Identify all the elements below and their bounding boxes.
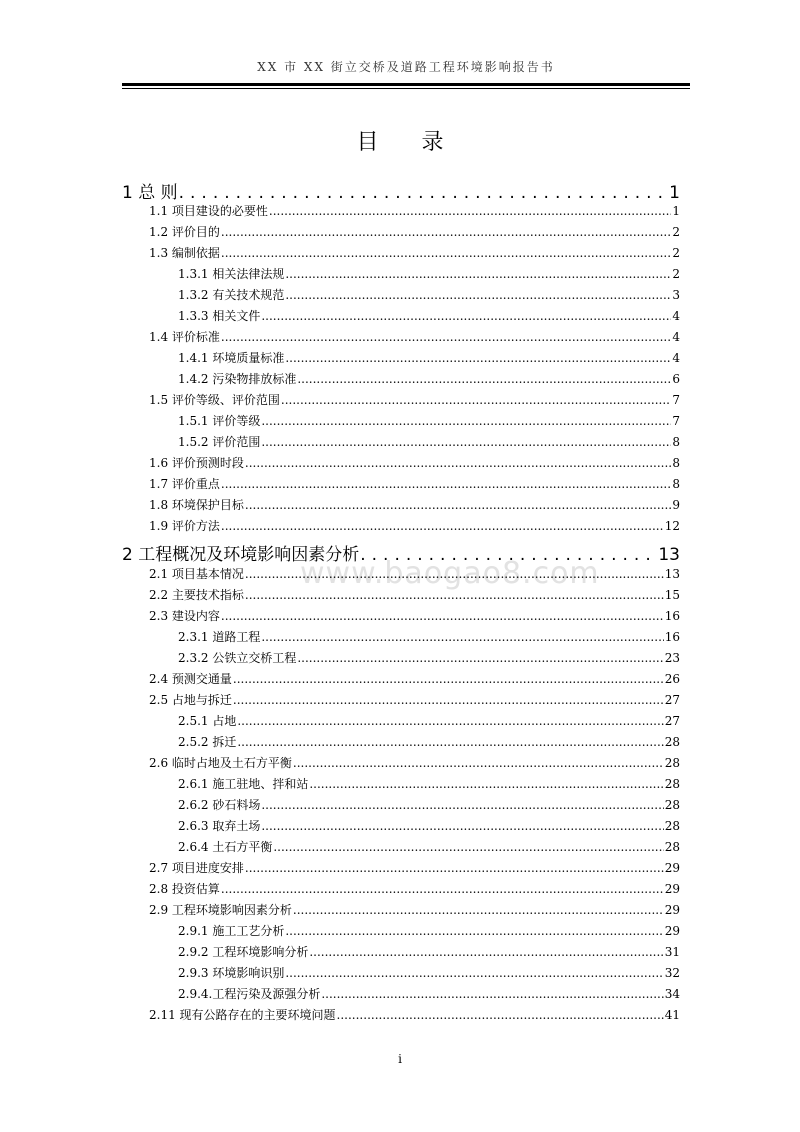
toc-entry-page: 4 (672, 330, 680, 344)
toc-leader-dots (245, 567, 664, 581)
toc-entry[interactable] (149, 244, 680, 261)
toc-leader-dots (337, 1008, 664, 1022)
toc-entry-label: 1.4.2 污染物排放标准 (178, 372, 297, 386)
toc-entry-page: 26 (664, 672, 680, 686)
toc-entry-page: 28 (664, 798, 680, 812)
toc-entry-page: 29 (664, 924, 680, 938)
toc-entry-label: 2.5 占地与拆迁 (149, 693, 232, 707)
toc-entry-page: 8 (672, 456, 680, 470)
toc-leader-dots (261, 414, 671, 428)
toc-entry-label: 2.6 临时占地及土石方平衡 (149, 756, 292, 770)
toc-leader-dots (309, 945, 663, 959)
toc-leader-dots (261, 435, 671, 449)
toc-entry-page: 41 (664, 1008, 680, 1022)
toc-entry[interactable] (149, 670, 680, 687)
toc-leader-dots (245, 588, 664, 602)
toc-entry[interactable] (149, 223, 680, 240)
toc-entry-label: 1.2 评价目的 (149, 225, 220, 239)
toc-entry-page: 7 (672, 393, 680, 407)
toc-leader-dots (221, 609, 664, 623)
toc-entry[interactable] (178, 838, 680, 855)
toc-title: 目 录 (356, 130, 462, 155)
toc-entry-label: 2.9.3 环境影响识别 (178, 966, 285, 980)
toc-entry-page: 28 (664, 777, 680, 791)
toc-entry-page: 9 (672, 498, 680, 512)
toc-entry[interactable] (149, 328, 680, 345)
toc-entry-label: 2.6.2 砂石料场 (178, 798, 261, 812)
toc-entry-page: 16 (664, 609, 680, 623)
toc-entry-label: 1.4 评价标准 (149, 330, 220, 344)
toc-entry-label: 2.3.1 道路工程 (178, 630, 261, 644)
toc-entry-page: 2 (672, 246, 680, 260)
toc-leader-dots (297, 372, 671, 386)
toc-entry-label: 2.2 主要技术指标 (149, 588, 244, 602)
toc-leader-dots (285, 351, 671, 365)
toc-entry[interactable] (178, 349, 680, 366)
toc-entry-page: 13 (664, 567, 680, 581)
toc-entry[interactable] (178, 922, 680, 939)
toc-entry[interactable] (149, 202, 680, 219)
watermark: www.baogao8.com (300, 556, 600, 591)
toc-entry[interactable] (178, 628, 680, 645)
toc-entry[interactable] (178, 817, 680, 834)
toc-entry[interactable] (178, 943, 680, 960)
toc-leader-dots (245, 861, 664, 875)
toc-entry-page: 4 (672, 351, 680, 365)
toc-entry-label: 2.4 预测交通量 (149, 672, 232, 686)
toc-entry-label: 1.9 评价方法 (149, 519, 220, 533)
toc-entry-page: 31 (664, 945, 680, 959)
toc-entry-page: 29 (664, 882, 680, 896)
toc-entry-page: 1 (669, 183, 680, 203)
toc-leader-dots (233, 693, 664, 707)
toc-entry-label: 2.11 现有公路存在的主要环境问题 (149, 1008, 336, 1022)
toc-entry-page: 28 (664, 819, 680, 833)
toc-entry[interactable] (149, 754, 680, 771)
toc-entry-label: 2.6.3 取弃土场 (178, 819, 261, 833)
toc-leader-dots (221, 882, 664, 896)
toc-entry[interactable] (149, 517, 680, 534)
toc-entry[interactable] (178, 286, 680, 303)
toc-entry[interactable] (149, 454, 680, 471)
toc-leader-dots (360, 545, 657, 565)
toc-entry-label: 2.9 工程环境影响因素分析 (149, 903, 292, 917)
toc-entry-page: 12 (664, 519, 680, 533)
toc-entry-page: 27 (664, 714, 680, 728)
toc-entry-label: 2.9.2 工程环境影响分析 (178, 945, 309, 959)
toc-entry-label: 1.5 评价等级、评价范围 (149, 393, 280, 407)
toc-leader-dots (245, 456, 671, 470)
toc-leader-dots (221, 225, 671, 239)
toc-entry[interactable] (178, 796, 680, 813)
toc-leader-dots (269, 204, 671, 218)
toc-entry-label: 2.9.1 施工工艺分析 (178, 924, 285, 938)
toc-entry-page: 4 (672, 309, 680, 323)
toc-entry-page: 1 (672, 204, 680, 218)
page-number: i (398, 1052, 402, 1066)
toc-entry-label: 1.8 环境保护目标 (149, 498, 244, 512)
toc-entry-label: 1.1 项目建设的必要性 (149, 204, 268, 218)
toc-chapter-entry[interactable] (122, 178, 680, 203)
toc-leader-dots (179, 183, 669, 203)
toc-entry[interactable] (178, 733, 680, 750)
toc-leader-dots (293, 756, 664, 770)
toc-entry[interactable] (149, 607, 680, 624)
toc-entry-label: 2.5.2 拆迁 (178, 735, 237, 749)
toc-leader-dots (285, 966, 663, 980)
toc-leader-dots (245, 498, 671, 512)
toc-entry[interactable] (178, 307, 680, 324)
toc-entry[interactable] (178, 775, 680, 792)
toc-entry-label: 1 总 则 (122, 183, 178, 203)
toc-entry-label: 1.4.1 环境质量标准 (178, 351, 285, 365)
toc-entry[interactable] (149, 691, 680, 708)
toc-entry-page: 2 (672, 225, 680, 239)
toc-leader-dots (221, 519, 664, 533)
toc-leader-dots (237, 735, 663, 749)
toc-leader-dots (221, 246, 671, 260)
toc-leader-dots (261, 309, 671, 323)
toc-entry[interactable] (178, 370, 680, 387)
toc-entry-page: 8 (672, 435, 680, 449)
toc-leader-dots (261, 630, 663, 644)
toc-leader-dots (237, 714, 663, 728)
toc-entry-label: 2.5.1 占地 (178, 714, 237, 728)
toc-entry-page: 7 (672, 414, 680, 428)
toc-entry-label: 1.5.2 评价范围 (178, 435, 261, 449)
toc-entry-page: 23 (664, 651, 680, 665)
toc-leader-dots (321, 987, 663, 1001)
toc-entry-label: 2.3.2 公铁立交桥工程 (178, 651, 297, 665)
toc-entry-page: 29 (664, 903, 680, 917)
toc-leader-dots (309, 777, 663, 791)
toc-leader-dots (233, 672, 664, 686)
toc-entry[interactable] (178, 964, 680, 981)
toc-entry-label: 2 工程概况及环境影响因素分析 (122, 545, 360, 565)
toc-leader-dots (285, 288, 671, 302)
toc-entry-label: 2.3 建设内容 (149, 609, 220, 623)
toc-leader-dots (221, 477, 671, 491)
toc-entry-page: 15 (664, 588, 680, 602)
toc-entry[interactable] (178, 985, 680, 1002)
toc-leader-dots (273, 840, 663, 854)
toc-leader-dots (221, 330, 671, 344)
toc-chapter-entry[interactable] (122, 540, 680, 565)
toc-entry-label: 1.3.3 相关文件 (178, 309, 261, 323)
toc-entry-page: 28 (664, 840, 680, 854)
toc-entry-page: 6 (672, 372, 680, 386)
toc-entry-page: 8 (672, 477, 680, 491)
toc-leader-dots (261, 819, 663, 833)
toc-leader-dots (293, 903, 664, 917)
toc-entry-label: 2.9.4.工程污染及源强分析 (178, 987, 321, 1001)
toc-entry-page: 34 (664, 987, 680, 1001)
toc-leader-dots (285, 267, 671, 281)
toc-leader-dots (281, 393, 671, 407)
toc-entry-label: 2.1 项目基本情况 (149, 567, 244, 581)
toc-entry-page: 28 (664, 735, 680, 749)
toc-entry-label: 2.6.1 施工驻地、拌和站 (178, 777, 309, 791)
toc-entry[interactable] (178, 712, 680, 729)
toc-entry[interactable] (149, 586, 680, 603)
toc-entry-label: 1.3.1 相关法律法规 (178, 267, 285, 281)
toc-leader-dots (261, 798, 663, 812)
toc-entry-page: 13 (658, 545, 680, 565)
toc-leader-dots (297, 651, 663, 665)
toc-entry[interactable] (149, 565, 680, 582)
toc-entry-page: 28 (664, 756, 680, 770)
toc-entry[interactable] (149, 880, 680, 897)
toc-entry-page: 32 (664, 966, 680, 980)
toc-entry[interactable] (178, 412, 680, 429)
toc-leader-dots (285, 924, 663, 938)
toc-entry-label: 1.3.2 有关技术规范 (178, 288, 285, 302)
header-rule-thick (122, 83, 690, 86)
header-rule-thin (122, 88, 690, 89)
toc-entry[interactable] (149, 475, 680, 492)
toc-entry[interactable] (149, 859, 680, 876)
toc-entry-label: 1.5.1 评价等级 (178, 414, 261, 428)
page-header: XX 市 XX 街立交桥及道路工程环境影响报告书 (257, 60, 555, 74)
toc-entry-page: 29 (664, 861, 680, 875)
toc-entry-label: 1.3 编制依据 (149, 246, 220, 260)
toc-entry[interactable] (149, 1006, 680, 1023)
toc-entry[interactable] (178, 265, 680, 282)
toc-entry-page: 2 (672, 267, 680, 281)
toc-entry-label: 2.8 投资估算 (149, 882, 220, 896)
toc-entry[interactable] (149, 496, 680, 513)
toc-entry-label: 2.6.4 土石方平衡 (178, 840, 273, 854)
toc-entry-label: 1.7 评价重点 (149, 477, 220, 491)
toc-entry-page: 3 (672, 288, 680, 302)
toc-entry[interactable] (149, 901, 680, 918)
toc-entry-label: 2.7 项目进度安排 (149, 861, 244, 875)
toc-entry-page: 16 (664, 630, 680, 644)
toc-entry[interactable] (149, 391, 680, 408)
toc-entry-page: 27 (664, 693, 680, 707)
toc-entry[interactable] (178, 649, 680, 666)
toc-entry-label: 1.6 评价预测时段 (149, 456, 244, 470)
toc-entry[interactable] (178, 433, 680, 450)
